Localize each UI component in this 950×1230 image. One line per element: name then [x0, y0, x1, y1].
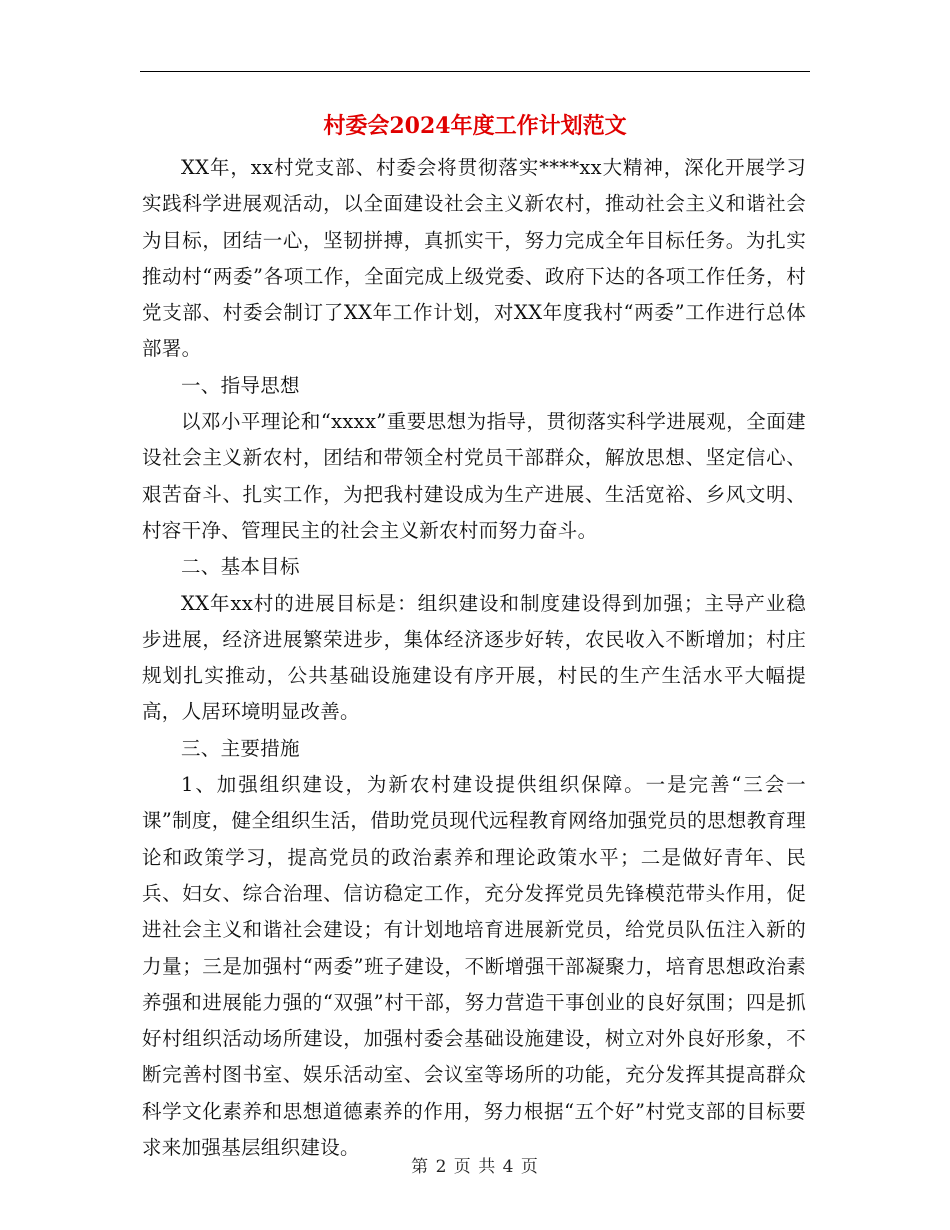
header-rule	[140, 71, 810, 72]
document-body	[142, 150, 806, 1166]
intro-paragraph: XX年，xx村党支部、村委会将贯彻落实****xx大精神，深化开展学习实践科学进展观活动，以全面建设社会主义新农村，推动社会主义和谐社会为目标，团结一心，坚韧拼搏，真抓实干，努力完成全年目标任务。为扎实推动村“两委”各项工作，全面完成上级党委、政府下达的各项工作任务，村党支部、村委会制订了XX年工作计划，对XX年度我村“两委”工作进行总体部署。	[142, 156, 806, 361]
document-title: 村委会2024年度工作计划范文	[323, 113, 627, 139]
basic-goals-paragraph: XX年xx村的进展目标是：组织建设和制度建设得到加强；主导产业稳步进展，经济进展繁荣进步，集体经济逐步好转，农民收入不断增加；村庄规划扎实推动，公共基础设施建设有序开展，村民的生产生活水平大幅提高，人居环境明显改善。	[142, 591, 806, 724]
section-heading-basic-goals: 二、基本目标	[181, 555, 300, 579]
guiding-ideology-paragraph: 以邓小平理论和“xxxx”重要思想为指导，贯彻落实科学进展观，全面建设社会主义新农村，团结和带领全村党员干部群众，解放思想、坚定信心、艰苦奋斗、扎实工作，为把我村建设成为生产进展、生活宽裕、乡风文明、村容干净、管理民主的社会主义新农村而努力奋斗。	[142, 410, 806, 542]
page-number-footer: 第 2 页 共 4 页	[411, 1157, 539, 1177]
main-measures-paragraph: 1、加强组织建设，为新农村建设提供组织保障。一是完善“三会一课”制度，健全组织生活，借助党员现代远程教育网络加强党员的思想教育理论和政策学习，提高党员的政治素养和理论政策水平；二是做好青年、民兵、妇女、综合治理、信访稳定工作，充分发挥党员先锋模范带头作用，促进社会主义和谐社会建设；有计划地培育进展新党员，给党员队伍注入新的力量；三是加强村“两委”班子建设，不断增强干部凝聚力，培育思想政治素养强和进展能力强的“双强”村干部，努力营造干事创业的良好氛围；四是抓好村组织活动场所建设，加强村委会基础设施建设，树立对外良好形象，不断完善村图书室、娱乐活动室、会议室等场所的功能，充分发挥其提高群众科学文化素养和思想道德素养的作用，努力根据“五个好”村党支部的目标要求来加强基层组织建设。	[142, 773, 806, 1160]
section-heading-guiding-ideology: 一、指导思想	[181, 373, 300, 397]
section-heading-main-measures: 三、主要措施	[181, 736, 300, 760]
